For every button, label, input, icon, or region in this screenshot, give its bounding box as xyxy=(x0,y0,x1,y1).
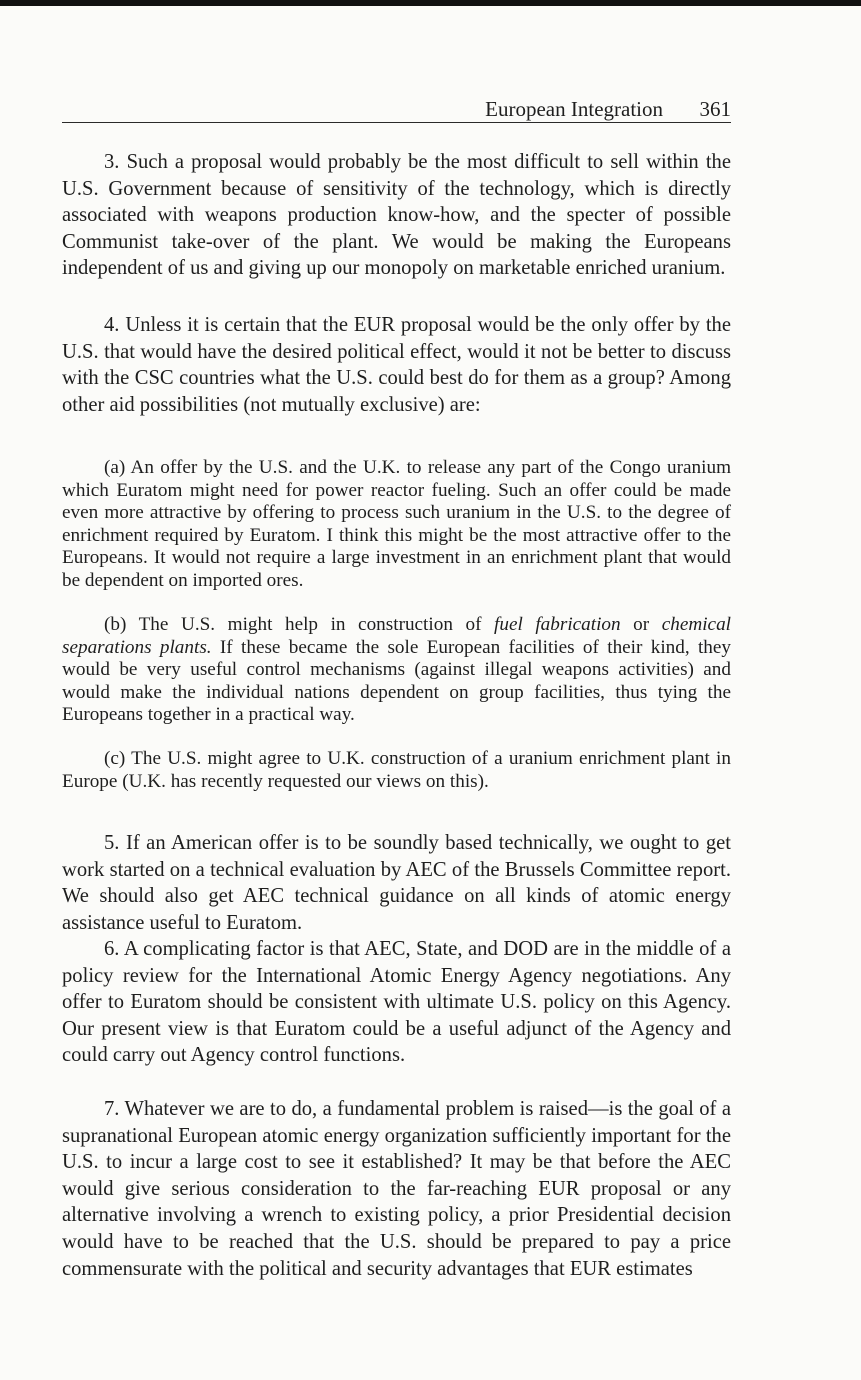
item-b-text-end: If these became the sole European facilities of their kind, they would be very useful control mechanisms (against illegal weapons activities) and would make the individual nations dependent on group facilities, thus tying the Europeans together in a practical way. xyxy=(62,636,731,725)
item-b xyxy=(62,614,731,727)
running-title: European Integration xyxy=(485,97,663,121)
item-b-italic-fuel-fabrication: fuel fabrication xyxy=(494,614,621,635)
item-b-text-mid: or xyxy=(620,614,662,635)
paragraph-5: 5. If an American offer is to be soundly based technically, we ought to get work started on a technical evaluation by AEC of the Brussels Committee report. We should also get AEC technical guidance on all kinds of atomic energy assistance useful to Euratom. xyxy=(62,832,731,934)
page-top-border xyxy=(0,0,861,6)
paragraph-7: 7. Whatever we are to do, a fundamental problem is raised—is the goal of a supranational European atomic energy organization sufficiently important for the U.S. to incur a large cost to see it established? It may be that before the AEC would give serious consideration to the far-reaching EUR proposal or any alternative involving a wrench to existing policy, a prior Presidential decision would have to be reached that the U.S. should be prepared to pay a price commensurate with the political and security advantages that EUR estimates xyxy=(62,1098,731,1280)
page-number: 361 xyxy=(699,97,731,121)
paragraph-4: 4. Unless it is certain that the EUR proposal would be the only offer by the U.S. that would have the desired political effect, would it not be better to discuss with the CSC countries what the U.S. could best do for them as a group? Among other aid possibilities (not mutually exclusive) are: xyxy=(62,314,731,416)
item-b-italic-chemical-separations: chemical separations plants. xyxy=(62,614,731,658)
paragraph-3: 3. Such a proposal would probably be the most difficult to sell within the U.S. Government because of sensitivity of the technology, which is directly associated with weapons production know-how, and the specter of possible Communist take-over of the plant. We would be making the Europeans independent of us and giving up our monopoly on marketable enriched uranium. xyxy=(62,151,731,280)
item-c: (c) The U.S. might agree to U.K. construction of a uranium enrichment plant in Europe (U.K. has recently requested our views on this). xyxy=(62,748,731,792)
item-b-text-start: (b) The U.S. might help in construction of xyxy=(104,614,495,635)
item-a: (a) An offer by the U.S. and the U.K. to release any part of the Congo uranium which Euratom might need for power reactor fueling. Such an offer could be made even more attractive by offering to process such uranium in the U.S. to the degree of enrichment required by Euratom. I think this might be the most attractive offer to the Europeans. It would not require a large investment in an enrichment plant that would be dependent on imported ores. xyxy=(62,457,731,591)
paragraph-6: 6. A complicating factor is that AEC, State, and DOD are in the middle of a policy review for the International Atomic Energy Agency negotiations. Any offer to Euratom should be consistent with ultimate U.S. policy on this Agency. Our present view is that Euratom could be a useful adjunct of the Agency and could carry out Agency control functions. xyxy=(62,938,731,1067)
running-header xyxy=(62,96,731,123)
